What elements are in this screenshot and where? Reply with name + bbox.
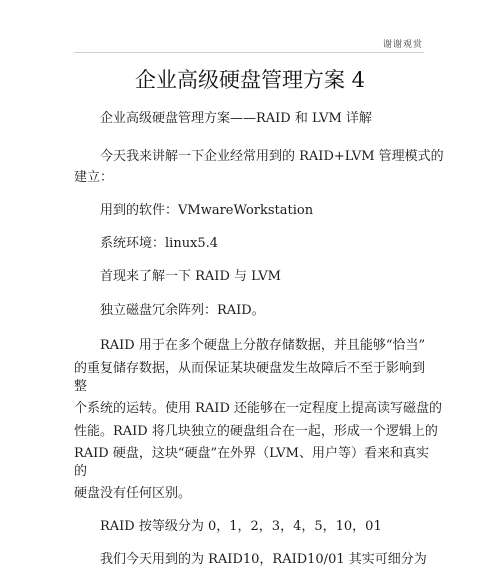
paragraph-line: 的 [74,464,88,479]
paragraph-line: 个系统的运转。使用 RAID 还能够在一定程度上提高读写磁盘的 [74,401,442,416]
paragraph-line: RAID 按等级分为 0，1，2，3，4，5，10，01 [100,519,382,534]
paragraph-line: 首现来了解一下 RAID 与 LVM [100,269,281,284]
page-title: 企业高级硬盘管理方案 4 [134,68,366,92]
paragraph-line: 性能。RAID 将几块独立的硬盘组合在一起，形成一个逻辑上的 [74,424,438,439]
paragraph-line: 用到的软件：VMwareWorkstation [100,203,314,218]
paragraph-line: 整 [74,379,88,394]
paragraph-line: 我们今天用到的为 RAID10，RAID10/01 其实可细分为 [100,552,427,567]
subtitle-line: 企业高级硬盘管理方案——RAID 和 LVM 详解 [100,111,372,126]
paragraph-line: 今天我来讲解一下企业经常用到的 RAID+LVM 管理模式的 [100,149,444,164]
paragraph-line: RAID 用于在多个硬盘上分散存储数据，并且能够“恰当” [100,338,426,353]
paragraph-line: 系统环境：linux5.4 [100,236,219,251]
paragraph-line: RAID 硬盘，这块“硬盘”在外界（LVM、用户等）看来和真实 [74,446,429,461]
paragraph-line: 建立： [74,170,114,185]
paragraph-line: 独立磁盘冗余阵列：RAID。 [100,303,265,318]
header-divider [74,52,424,53]
paragraph-line: 的重复储存数据，从而保证某块硬盘发生故障后不至于影响到 [74,361,426,376]
header-note: 谢谢观赏 [382,40,423,50]
paragraph-line: 硬盘没有任何区别。 [74,486,192,501]
